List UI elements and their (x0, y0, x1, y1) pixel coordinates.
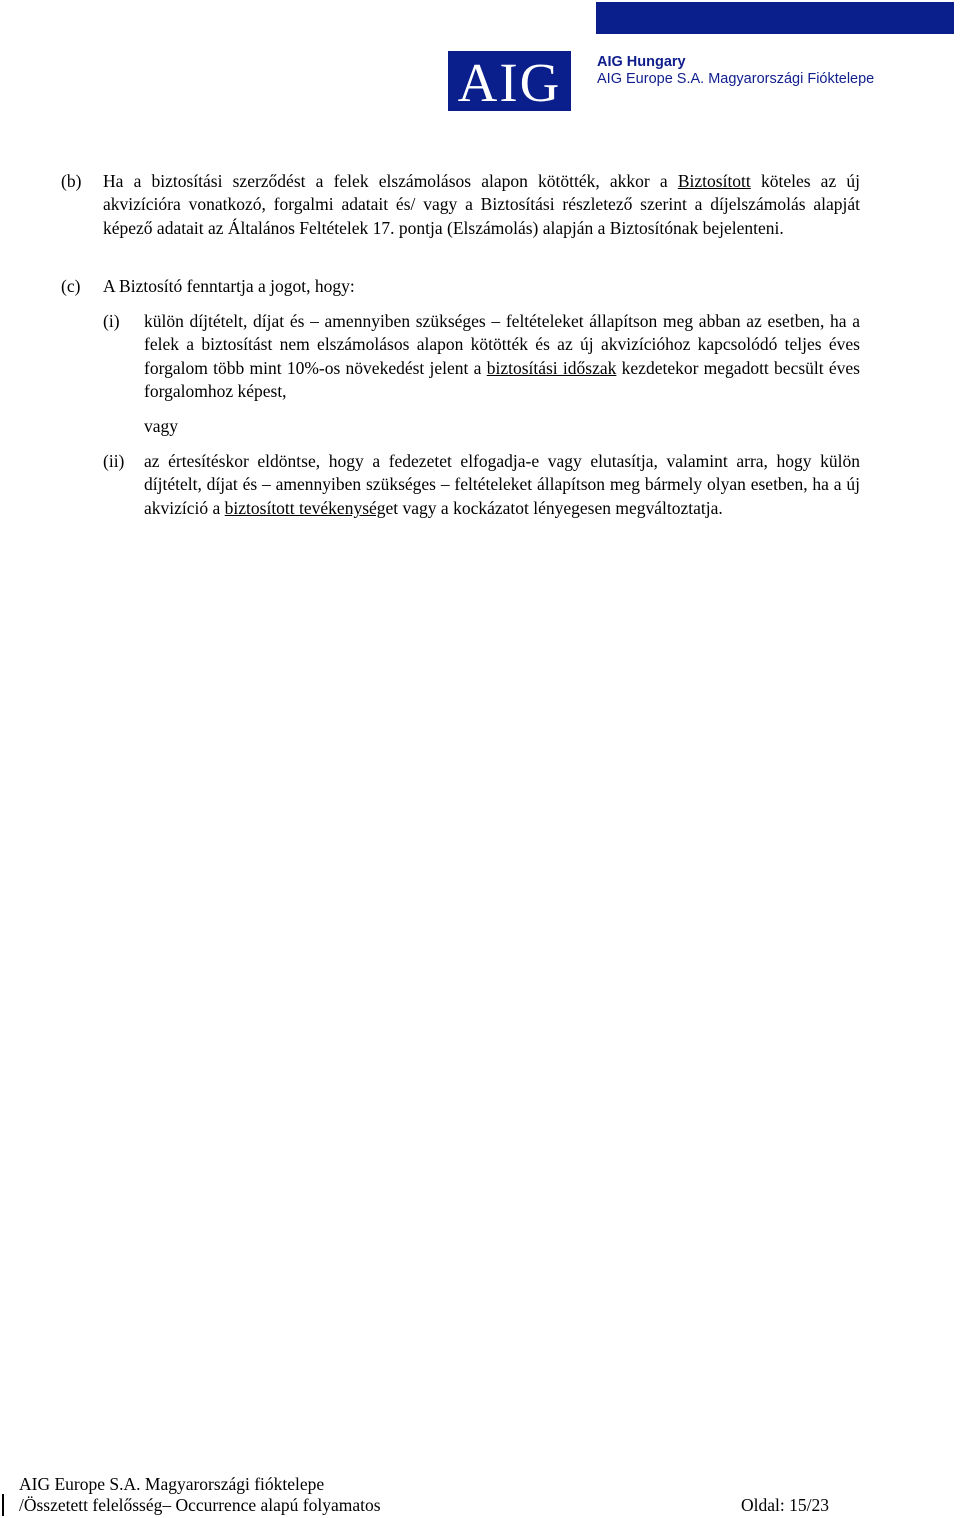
section-c-text: A Biztosító fenntartja a jogot, hogy: (103, 276, 355, 296)
item-i-text: külön díjtételt, díjat és – amennyiben szükséges – feltételeket állapítson meg abban az esetben, ha a felek a biztosítást nem elszámolásos alapon kötötték és az új akvizícióhoz kapcsolódó teljes éves forgalom több mint 10%-os növekedést jelent a biztosítási időszak kezdetekor megadott becsült éves forgalomhoz képest, (144, 311, 860, 402)
footer-divider (2, 1494, 4, 1516)
company-name: AIG Hungary (597, 54, 686, 70)
header-color-bar (596, 2, 954, 34)
biztositott-link[interactable]: Biztosított (677, 171, 751, 191)
company-branch: AIG Europe S.A. Magyarországi Fióktelepe (597, 71, 875, 87)
company-info (597, 54, 874, 88)
section-b-marker: (b) (61, 171, 82, 191)
item-ii-text: az értesítéskor eldöntse, hogy a fedezetet elfogadja-e vagy elutasítja, valamint arra, hogy külön díjtételt, díjat és – amennyiben szükséges – feltételeket állapítson meg bármely olyan esetben, ha a új akvizíció a biztosított tevékenységet vagy a kockázatot lényegesen megváltoztatja. (144, 451, 860, 518)
biztositott-tevekenyseg-link[interactable]: biztosított tevékenység (224, 497, 386, 518)
or-text: vagy (144, 416, 179, 436)
footer-line-1: AIG Europe S.A. Magyarországi fióktelepe (19, 1474, 325, 1494)
section-b-text: Ha a biztosítási szerződést a felek elszámolásos alapon kötötték, akkor a Biztosított köteles az új akvizícióra vonatkozó, forgalmi adatait és/ vagy a Biztosítási részletező szerint a díjelszámolás alapját képező adatait az Általános Feltételek 17. pontja (Elszámolás) alapján a Biztosítónak bejelenteni. (103, 171, 860, 238)
footer-line-2: /Összetett felelősség– Occurrence alapú folyamatos (19, 1495, 381, 1515)
section-c-marker: (c) (61, 276, 81, 296)
aig-logo (448, 51, 571, 111)
logo-text: AIG (457, 51, 562, 113)
item-i-marker: (i) (103, 311, 120, 331)
item-ii-marker: (ii) (103, 451, 125, 471)
biztositasi-idoszak-link[interactable]: biztosítási időszak (486, 357, 617, 378)
page-number: Oldal: 15/23 (741, 1495, 829, 1515)
